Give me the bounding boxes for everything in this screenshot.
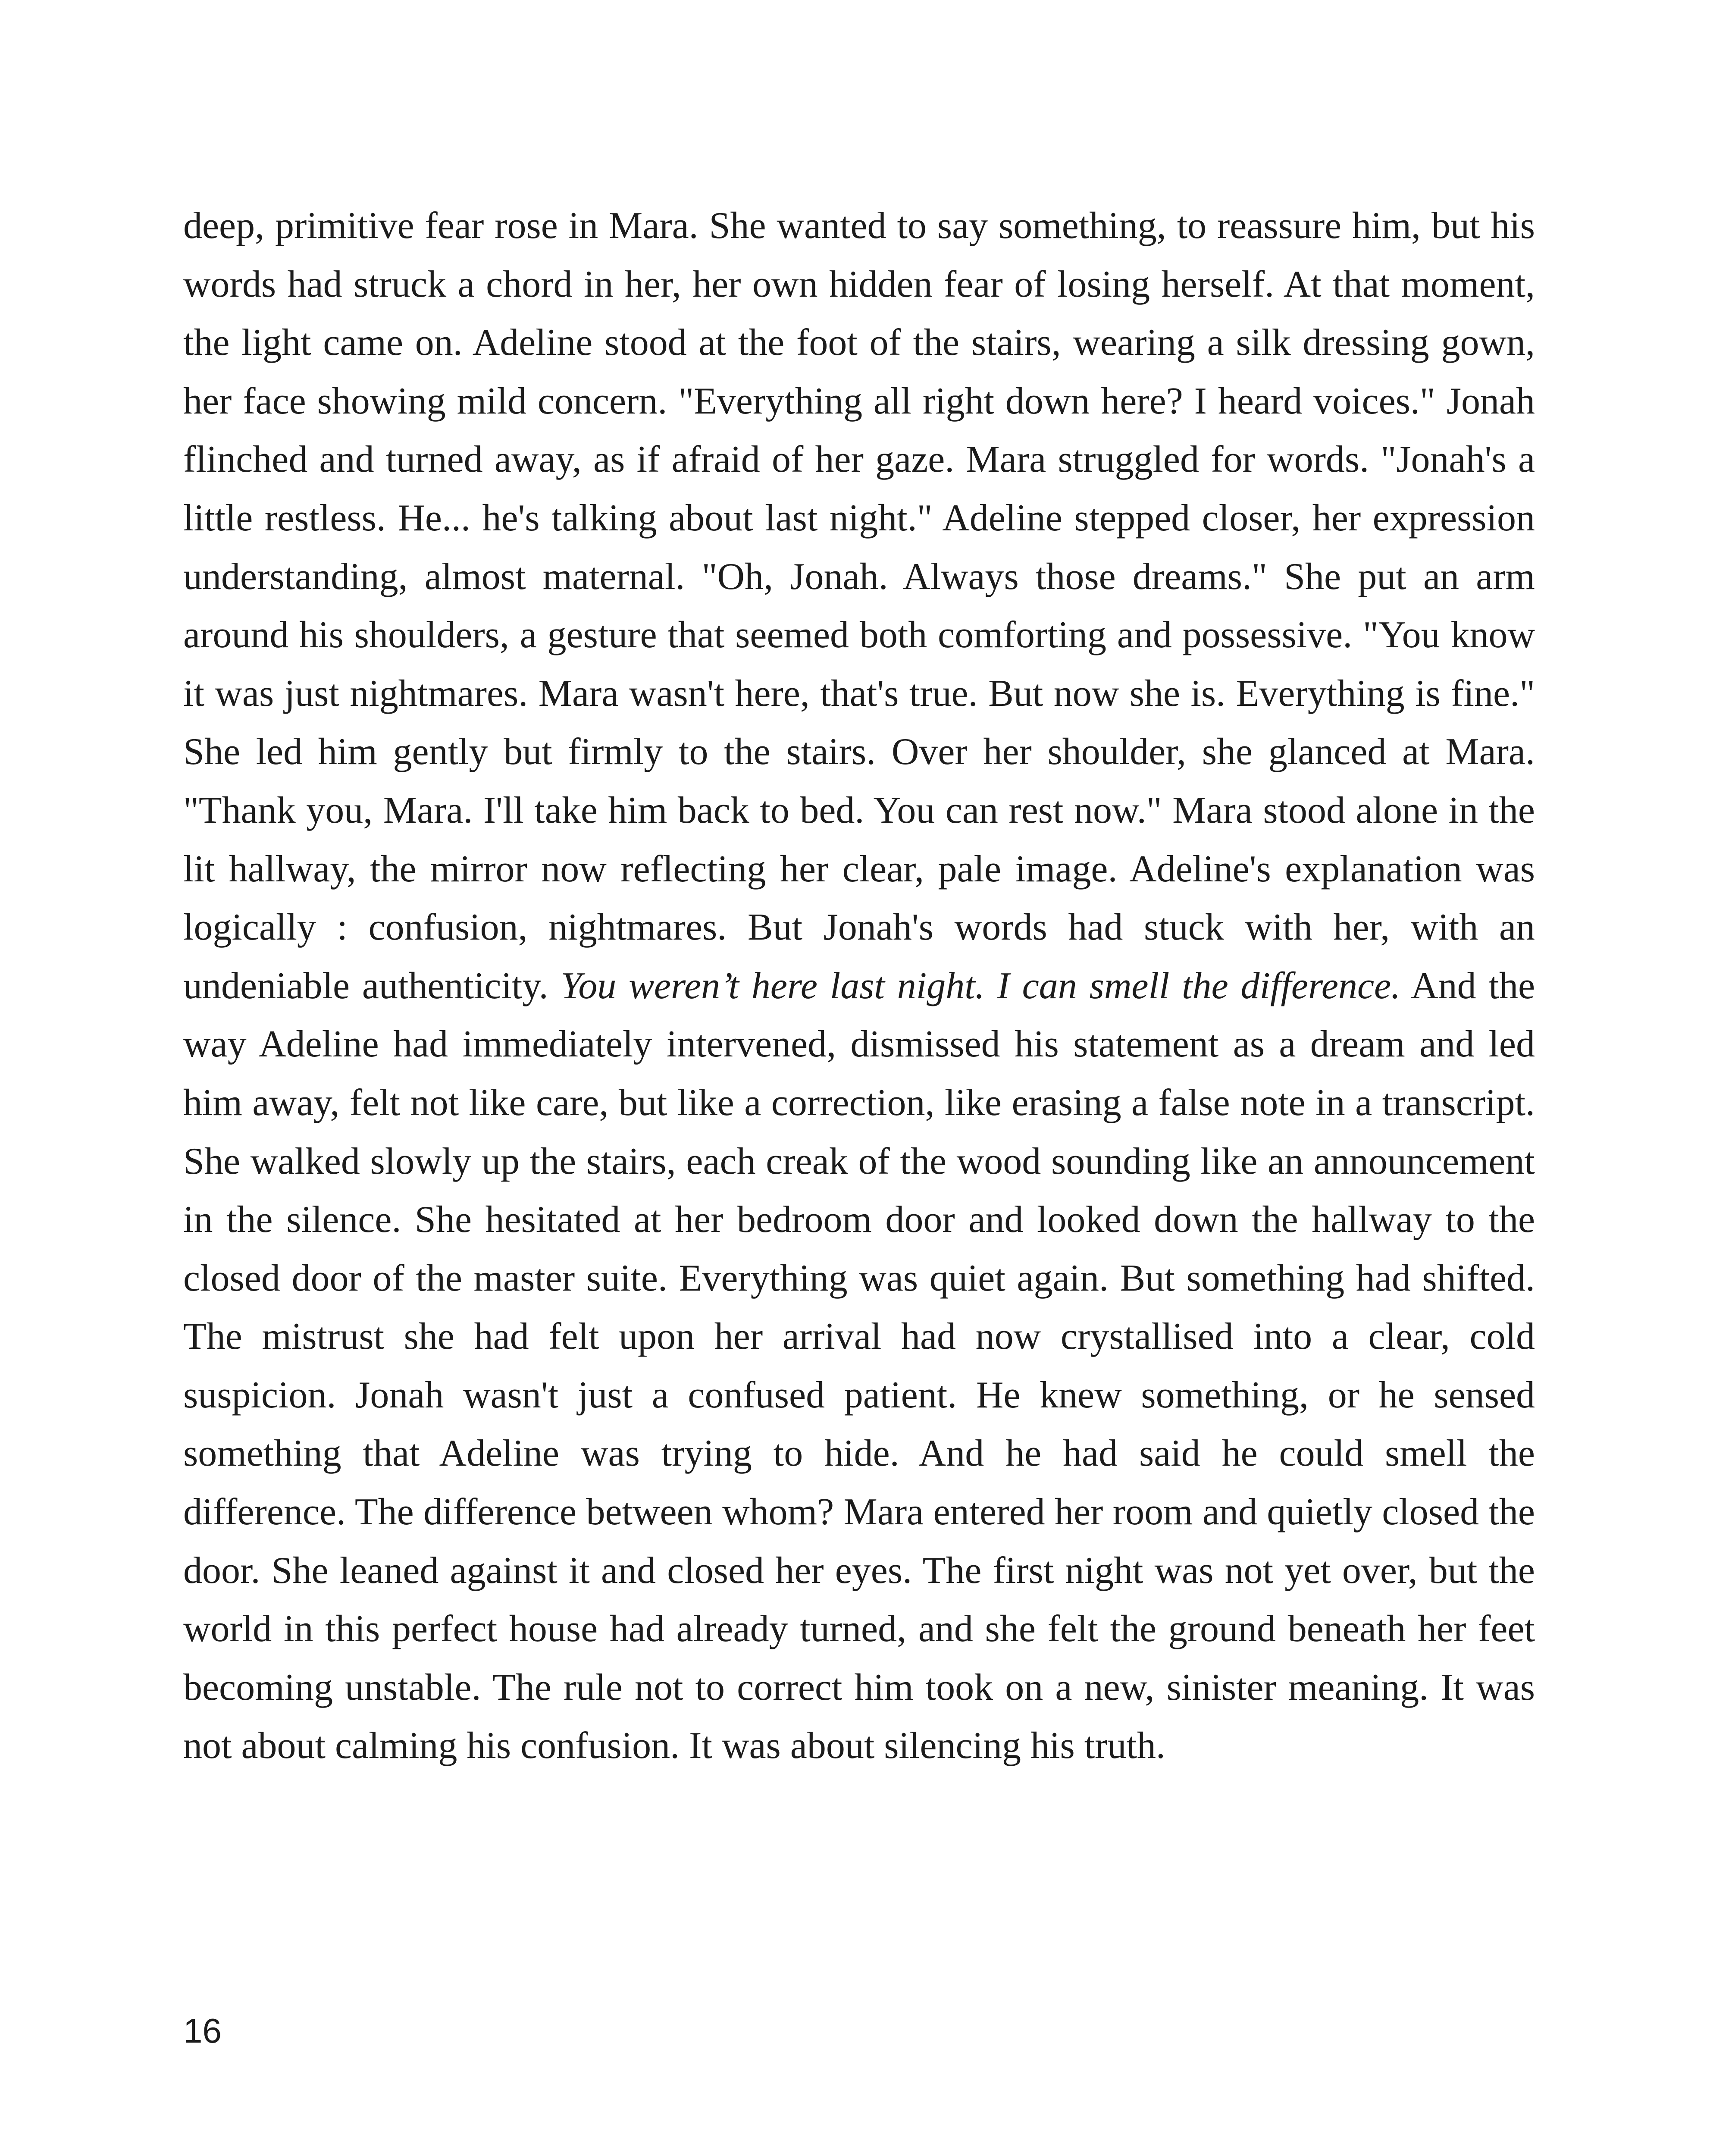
italic-quote: You weren’t here last night. I can smell the difference. [561, 965, 1401, 1007]
page-number: 16 [183, 2012, 222, 2050]
paragraph-text-before-italic: deep, primitive fear rose in Mara. She wanted to say something, to reassure him, but his words had struck a chord in her, her own hidden fear of losing herself. At that moment, the light came on. Adeline stood at the foot of the stairs, wearing a silk dressing gown, her face showing mild concern. "Everything all right down here? I heard voices." Jonah flinched and turned away, as if afraid of her gaze. Mara struggled for words. "Jonah's a little restless. He... he's talking about last night." Adeline stepped closer, her expression understanding, almost maternal. "Oh, Jonah. Always those dreams." She put an arm around his shoulders, a gesture that seemed both comforting and possessive. "You know it was just nightmares. Mara wasn't here, that's true. But now she is. Everything is fine." She led him gently but firmly to the stairs. Over her shoulder, she glanced at Mara. "Thank you, Mara. I'll take him back to bed. You can rest now." Mara stood alone in the lit hallway, the mirror now reflecting her clear, pale image. Adeline's explanation was logically : confusion, nightmares. But Jonah's words had stuck with her, with an undeniable authenticity. [183, 205, 1535, 1007]
body-paragraph [183, 197, 1535, 1775]
paragraph-text-after-italic: And the way Adeline had immediately intervened, dismissed his statement as a dream and led him away, felt not like care, but like a correction, like erasing a false note in a transcript. She walked slowly up the stairs, each creak of the wood sounding like an announcement in the silence. She hesitated at her bedroom door and looked down the hallway to the closed door of the master suite. Everything was quiet again. But something had shifted. The mistrust she had felt upon her arrival had now crystallised into a clear, cold suspicion. Jonah wasn't just a confused patient. He knew something, or he sensed something that Adeline was trying to hide. And he had said he could smell the difference. The difference between whom? Mara entered her room and quietly closed the door. She leaned against it and closed her eyes. The first night was not yet over, but the world in this perfect house had already turned, and she felt the ground beneath her feet becoming unstable. The rule not to correct him took on a new, sinister meaning. It was not about calming his confusion. It was about silencing his truth. [183, 965, 1535, 1767]
